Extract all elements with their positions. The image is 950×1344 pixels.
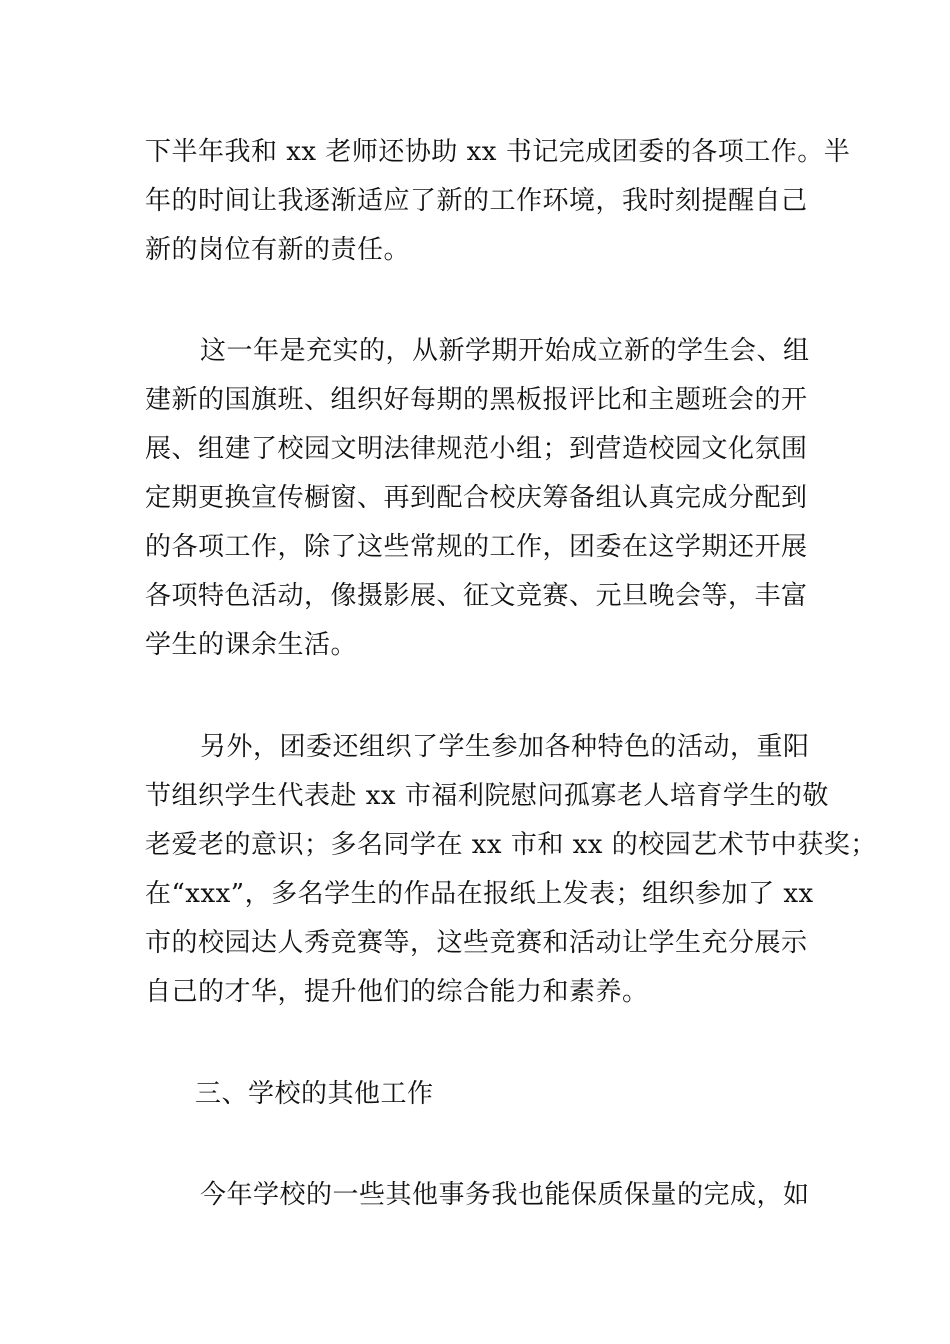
paragraph-2-line-7: 学生的课余生活。 [145, 630, 358, 660]
paragraph-2-line-2: 建新的国旗班、组织好每期的黑板报评比和主题班会的开 [145, 385, 808, 415]
paragraph-2-line-4: 定期更换宣传橱窗、再到配合校庆筹备组认真完成分配到 [145, 483, 808, 513]
paragraph-1-line-2: 年的时间让我逐渐适应了新的工作环境，我时刻提醒自己 [145, 186, 808, 216]
paragraph-3-line-1: 另外，团委还组织了学生参加各种特色的活动，重阳 [200, 732, 810, 762]
paragraph-2-line-5: 的各项工作，除了这些常规的工作，团委在这学期还开展 [145, 532, 808, 562]
paragraph-1-line-3: 新的岗位有新的责任。 [145, 235, 411, 265]
paragraph-2-line-1: 这一年是充实的，从新学期开始成立新的学生会、组 [200, 336, 810, 366]
paragraph-2-line-3: 展、组建了校园文明法律规范小组；到营造校园文化氛围 [145, 434, 808, 464]
paragraph-3-line-4: 在“xxx”，多名学生的作品在报纸上发表；组织参加了 xx [145, 879, 814, 909]
paragraph-3-line-5: 市的校园达人秀竞赛等，这些竞赛和活动让学生充分展示 [145, 928, 808, 958]
paragraph-1-line-1: 下半年我和 xx 老师还协助 xx 书记完成团委的各项工作。半 [145, 137, 851, 167]
paragraph-3-line-6: 自己的才华，提升他们的综合能力和素养。 [145, 977, 649, 1007]
paragraph-3-line-3: 老爱老的意识；多名同学在 xx 市和 xx 的校园艺术节中获奖； [145, 830, 877, 860]
section-heading: 三、学校的其他工作 [195, 1079, 434, 1109]
paragraph-4-line-1: 今年学校的一些其他事务我也能保质保量的完成，如 [200, 1180, 810, 1210]
paragraph-3-line-2: 节组织学生代表赴 xx 市福利院慰问孤寡老人培育学生的敬 [145, 781, 829, 811]
paragraph-2-line-6: 各项特色活动，像摄影展、征文竞赛、元旦晚会等，丰富 [145, 581, 808, 611]
